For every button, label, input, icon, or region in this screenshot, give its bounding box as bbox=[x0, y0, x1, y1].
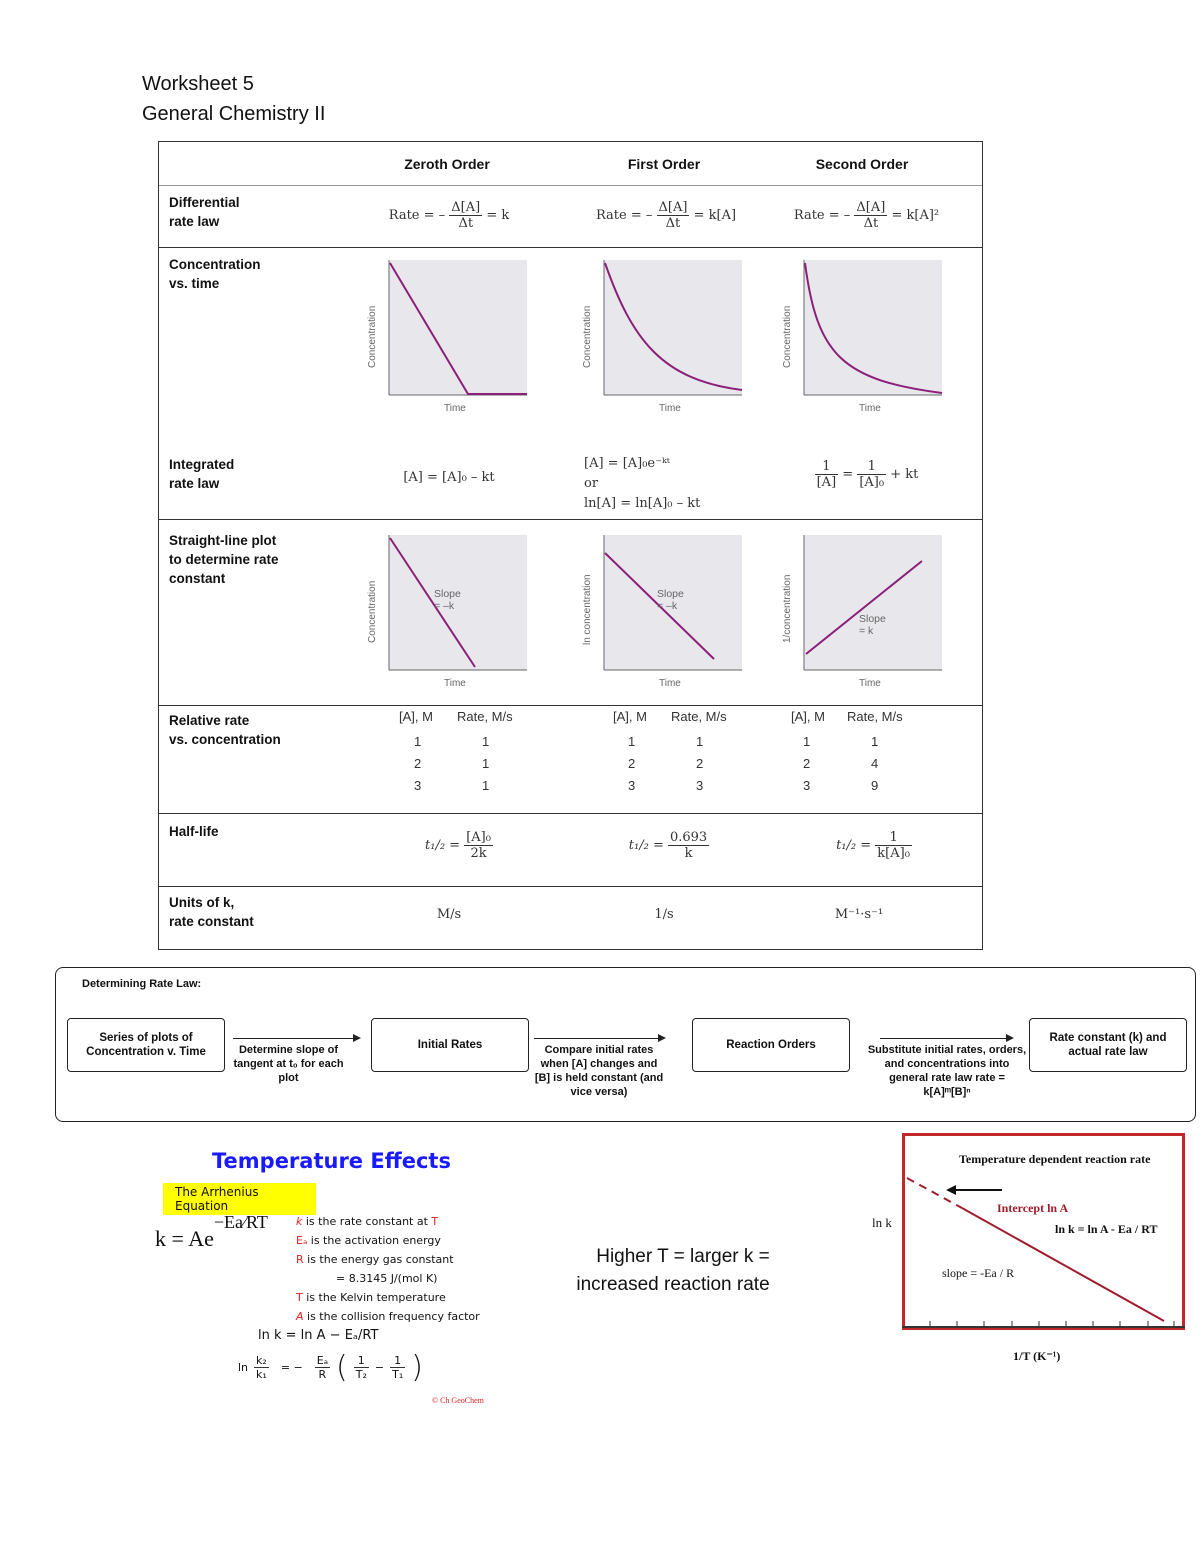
def-r: R is the energy gas constant bbox=[296, 1253, 454, 1266]
row-divider bbox=[159, 813, 982, 814]
x-axis-label: Time bbox=[859, 678, 881, 689]
slope-label: Slope = k bbox=[859, 613, 886, 637]
flow-step-compare: Compare initial rates when [A] changes and [B] is held constant (and vice versa) bbox=[534, 1044, 664, 1098]
label-integrated-rate-law: Integrated rate law bbox=[169, 457, 235, 491]
col-first-order: First Order bbox=[627, 156, 701, 172]
y-axis-label: Concentration bbox=[782, 305, 793, 368]
row-divider bbox=[159, 886, 982, 887]
temperature-effects-title: Temperature Effects bbox=[212, 1149, 451, 1173]
x-axis-label: Time bbox=[444, 678, 466, 689]
relative-rate-second: [A], M Rate, M/s 1 2 3 1 4 9 bbox=[791, 709, 903, 793]
worksheet-title: Worksheet 5 bbox=[142, 73, 254, 95]
integrated-rate-law-zero: [A] = [A]₀ – kt bbox=[403, 470, 495, 485]
integrated-rate-law-first: [A] = [A]₀e⁻ᵏᵗ or ln[A] = ln[A]₀ – kt bbox=[584, 456, 701, 511]
flow-arrow bbox=[880, 1038, 1012, 1039]
def-ea: Eₐ is the activation energy bbox=[296, 1234, 441, 1247]
flow-arrow bbox=[534, 1038, 664, 1039]
x-axis-label: Time bbox=[444, 403, 466, 414]
label-half-life: Half-life bbox=[169, 824, 219, 839]
integrated-rate-law-second: $\frac{1}{[A]}$ = $\frac{1}{\text{[A]₀}}$ + kt bbox=[816, 459, 919, 490]
flow-arrow bbox=[233, 1038, 359, 1039]
slope-label: Slope = –k bbox=[434, 588, 461, 612]
graph-x-label: 1/T (K⁻¹) bbox=[1013, 1349, 1061, 1363]
row-divider bbox=[159, 519, 982, 520]
relative-rate-first: [A], M Rate, M/s 1 2 3 1 2 3 bbox=[613, 709, 727, 793]
def-k: k is the rate constant at T bbox=[296, 1215, 439, 1228]
diff-rate-law-zero: Rate = – $\frac{\Delta[A]}{\Delta t}$ = k bbox=[388, 200, 510, 231]
relative-rate-zero: [A], M Rate, M/s 1 2 3 1 1 1 bbox=[399, 709, 513, 793]
temperature-note: Higher T = larger k = increased reaction rate bbox=[576, 1246, 770, 1295]
diff-rate-law-second: Rate = – $\frac{\Delta[A]}{\Delta t}$ = k[A]² bbox=[793, 200, 940, 231]
half-life-zero: t₁/₂ = $\frac{\text{[A]₀}}{2k}$ bbox=[425, 830, 491, 861]
x-axis-label: Time bbox=[659, 678, 681, 689]
y-axis-label: Concentration bbox=[367, 580, 378, 643]
half-life-first: t₁/₂ = $\frac{0.693}{k}$ bbox=[628, 830, 708, 861]
x-axis-label: Time bbox=[859, 403, 881, 414]
flow-box-plots: Series of plots of Concentration v. Time bbox=[67, 1018, 225, 1072]
graph-equation: ln k = ln A - Ea / RT bbox=[1055, 1222, 1158, 1236]
flow-title: Determining Rate Law: bbox=[82, 978, 202, 990]
units-first: 1/s bbox=[654, 907, 674, 922]
ln-k-equation: ln k = ln A − Eₐ/RT bbox=[258, 1328, 379, 1343]
graph-title: Temperature dependent reaction rate bbox=[959, 1152, 1151, 1166]
label-units-of-k: Units of k, rate constant bbox=[169, 895, 254, 929]
col-zeroth-order: Zeroth Order bbox=[404, 156, 490, 172]
def-t: T is the Kelvin temperature bbox=[296, 1291, 446, 1304]
row-divider bbox=[159, 705, 982, 706]
col-second-order: Second Order bbox=[815, 156, 909, 172]
y-axis-label: Concentration bbox=[582, 305, 593, 368]
course-title: General Chemistry II bbox=[142, 103, 326, 125]
flow-step-tangent: Determine slope of tangent at t₀ for each plot bbox=[233, 1044, 344, 1084]
y-axis-label: Concentration bbox=[367, 305, 378, 368]
label-differential-rate-law: Differential rate law bbox=[169, 195, 240, 229]
units-zero: M/s bbox=[436, 907, 462, 922]
determining-rate-law-flow bbox=[55, 967, 1196, 1122]
slope-label: Slope = –k bbox=[657, 588, 684, 612]
slope-annotation: slope = -Ea / R bbox=[942, 1266, 1015, 1280]
arrhenius-subtitle: The Arrhenius Equation bbox=[163, 1183, 316, 1215]
row-divider bbox=[159, 247, 982, 248]
arrhenius-equation: $k = Ae^{-Ea⁄RT}$ bbox=[155, 1212, 268, 1251]
def-r-value: = 8.3145 J/(mol K) bbox=[336, 1272, 438, 1285]
arrhenius-graph bbox=[902, 1133, 1185, 1330]
arrhenius-definitions bbox=[296, 1212, 480, 1326]
x-axis-label: Time bbox=[659, 403, 681, 414]
flow-step-substitute: Substitute initial rates, orders, and concentrations into general rate law rate = k[A]ᵐ[B]ⁿ bbox=[867, 1044, 1027, 1098]
diff-rate-law-first: Rate = – $\frac{\Delta[A]}{\Delta t}$ = k[A] bbox=[595, 200, 737, 231]
row-divider bbox=[159, 185, 982, 186]
half-life-second: t₁/₂ = $\frac{1}{\text{k[A]₀}}$ bbox=[836, 830, 910, 861]
graph-y-label: ln k bbox=[872, 1215, 892, 1230]
y-axis-label: 1/concentration bbox=[782, 574, 793, 643]
units-second: M⁻¹·s⁻¹ bbox=[834, 907, 884, 922]
flow-box-initial-rates: Initial Rates bbox=[371, 1018, 529, 1072]
flow-box-reaction-orders: Reaction Orders bbox=[692, 1018, 850, 1072]
two-temperature-equation: ln $\frac{\text{k₂}}{\text{k₁}}$ = − $\frac{\text{Eₐ}}{R}$ ( $\frac{1}{\text{T₂}}$ − $\frac{1}{\text{T₁}}$ ) bbox=[238, 1350, 423, 1385]
y-axis-label: ln concentration bbox=[582, 574, 593, 645]
label-concentration-vs-time: Concentration vs. time bbox=[169, 257, 261, 291]
flow-box-rate-constant: Rate constant (k) and actual rate law bbox=[1029, 1018, 1187, 1072]
rate-law-table bbox=[158, 141, 983, 950]
label-straight-line-plot: Straight-line plot to determine rate constant bbox=[169, 533, 279, 586]
def-a: A is the collision frequency factor bbox=[296, 1310, 480, 1323]
intercept-label: Intercept ln A bbox=[997, 1201, 1069, 1215]
image-credit: © Ch GeoChem bbox=[432, 1396, 484, 1405]
label-relative-rate: Relative rate vs. concentration bbox=[169, 713, 281, 747]
